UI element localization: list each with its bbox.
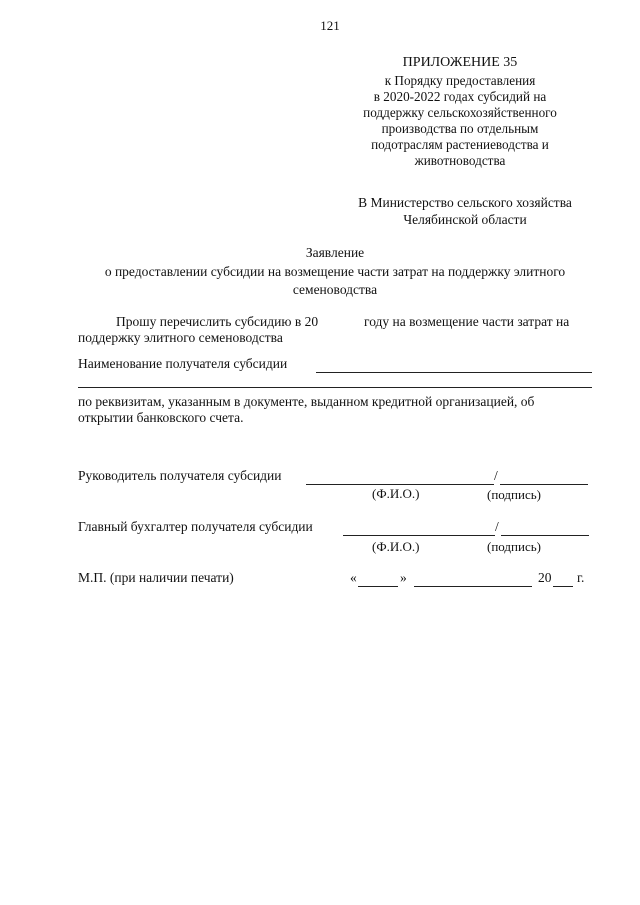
head-fio-field[interactable]	[306, 484, 494, 485]
appendix-title: ПРИЛОЖЕНИЕ 35	[402, 55, 518, 70]
addressee-line: В Министерство сельского хозяйства	[358, 195, 572, 210]
appendix-reference	[330, 73, 590, 169]
accountant-fio-field[interactable]	[343, 535, 495, 536]
stamp-label: М.П. (при наличии печати)	[78, 570, 234, 585]
appendix-line: животноводства	[414, 153, 506, 168]
statement-subtitle-line: о предоставлении субсидии на возмещение части затрат на поддержку элитного	[104, 264, 566, 279]
page-number: 121	[320, 18, 340, 33]
statement-title: Заявление	[305, 245, 365, 260]
appendix-line: поддержку сельскохозяйственного	[363, 105, 557, 120]
date-year-prefix: 20	[538, 570, 552, 585]
signature-caption: (подпись)	[487, 487, 541, 502]
request-text-line2: поддержку элитного семеноводства	[78, 330, 283, 345]
appendix-line: подотраслям растениеводства и	[371, 137, 549, 152]
accountant-signature-field[interactable]	[501, 535, 589, 536]
request-text-part2: году на возмещение части затрат на	[364, 314, 570, 329]
recipient-label: Наименование получателя субсидии	[78, 356, 288, 371]
date-quote-open: «	[350, 570, 357, 585]
statement-subtitle-line: семеноводства	[292, 282, 378, 297]
slash-separator: /	[495, 519, 499, 534]
head-signature-field[interactable]	[500, 484, 588, 485]
slash-separator: /	[494, 468, 498, 483]
recipient-name-field-continued[interactable]	[78, 387, 592, 388]
requisites-line: открытии банковского счета.	[78, 410, 244, 425]
requisites-line: по реквизитам, указанным в документе, выданном кредитной организацией, об	[78, 394, 535, 409]
date-year-field[interactable]	[553, 586, 573, 587]
appendix-line: к Порядку предоставления	[384, 73, 536, 88]
date-year-suffix: г.	[577, 570, 585, 585]
head-signature-label: Руководитель получателя субсидии	[78, 468, 282, 483]
date-quote-close: »	[400, 570, 407, 585]
request-text-part1: Прошу перечислить субсидию в 20	[116, 314, 319, 329]
signature-caption: (подпись)	[487, 539, 541, 554]
fio-caption: (Ф.И.О.)	[372, 486, 420, 501]
accountant-signature-label: Главный бухгалтер получателя субсидии	[78, 519, 313, 534]
addressee-block	[320, 194, 610, 228]
addressee-line: Челябинской области	[403, 212, 527, 227]
recipient-name-field[interactable]	[316, 372, 592, 373]
appendix-line: производства по отдельным	[381, 121, 539, 136]
date-month-field[interactable]	[414, 586, 532, 587]
appendix-line: в 2020-2022 годах субсидий на	[373, 89, 547, 104]
fio-caption: (Ф.И.О.)	[372, 539, 420, 554]
date-day-field[interactable]	[358, 586, 398, 587]
